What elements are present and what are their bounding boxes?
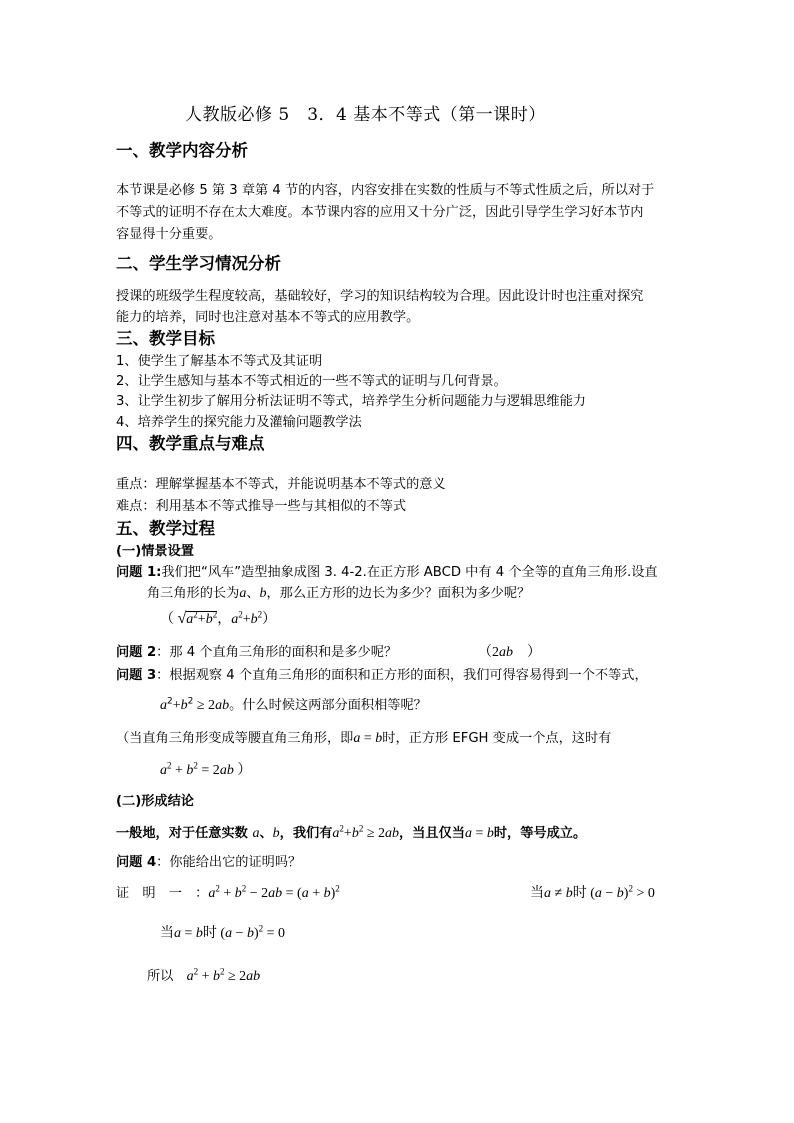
content-analysis-line-1: 本节课是必修 5 第 3 章第 4 节的内容，内容安排在实数的性质与不等式性质之后，所以对于 bbox=[116, 183, 655, 198]
subsection-conclusion: (二)形成结论 bbox=[116, 794, 194, 809]
goal-item: 3、让学生初步了解用分析法证明不等式，培养学生分析问题能力与逻辑思维能力 bbox=[116, 394, 586, 409]
section-heading-goals: 三、教学目标 bbox=[116, 329, 215, 348]
question-3-inequality: $a^2+b^2 \ge 2ab$。什么时候这两部分面积相等呢？ bbox=[160, 696, 427, 713]
question-1-line-1 bbox=[116, 561, 658, 580]
section-heading-student-analysis: 二、学生学习情况分析 bbox=[116, 254, 281, 273]
goal-item: 1、使学生了解基本不等式及其证明 bbox=[116, 354, 323, 369]
proof-line: 证 明 一 ：$a^2 + b^2 - 2ab = (a + b)^2$ bbox=[116, 883, 340, 901]
equality-note: （当直角三角形变成等腰直角三角形，即a = b时，正方形 EFGH 变成一个点，这时有 bbox=[116, 731, 612, 746]
question-4-label: 问题 4 bbox=[116, 855, 157, 870]
proof-when: 当 bbox=[530, 886, 544, 901]
proof-therefore: 所以 bbox=[147, 969, 174, 984]
question-2-answer: （2ab ） bbox=[478, 645, 541, 660]
content-analysis-line-3: 容显得十分重要。 bbox=[116, 227, 222, 242]
student-analysis-line-2: 能力的培养，同时也注意对基本不等式的应用教学。 bbox=[116, 310, 420, 325]
goal-item: 4、培养学生的探究能力及灌输问题教学法 bbox=[116, 415, 362, 430]
question-3-label: 问题 3 bbox=[116, 668, 157, 683]
var-b: b bbox=[259, 586, 267, 601]
question-2 bbox=[116, 641, 397, 660]
document-title: 人教版必修 5 3．4 基本不等式（第一课时） bbox=[185, 105, 546, 125]
question-3-text: ：根据观察 4 个直角三角形的面积和正方形的面积，我们可得容易得到一个不等式， bbox=[156, 668, 648, 683]
section-heading-process: 五、教学过程 bbox=[116, 519, 215, 538]
question-2-label: 问题 2 bbox=[116, 645, 157, 660]
content-analysis-line-2: 不等式的证明不存在太大难度。本节课内容的应用又十分广泛，因此引导学生学习好本节内 bbox=[116, 205, 644, 220]
question-3-follow: 。什么时候这两部分面积相等呢？ bbox=[229, 698, 427, 713]
proof-when-suffix: 时 bbox=[572, 886, 587, 901]
var-a: a bbox=[239, 586, 247, 601]
section-heading-key-points: 四、教学重点与难点 bbox=[116, 434, 265, 453]
equality-formula: $a^2 + b^2 = 2ab$ ） bbox=[160, 760, 252, 778]
question-4-text: ：你能给出它的证明吗？ bbox=[156, 855, 302, 870]
equality-note-mid: 时，正方形 EFGH 变成一个点，这时有 bbox=[382, 731, 612, 746]
question-1-text-pre: 角三角形的长为 bbox=[147, 586, 240, 601]
question-1-label: 问题 1: bbox=[116, 565, 162, 580]
question-4 bbox=[116, 851, 301, 870]
goal-item: 2、让学生感知与基本不等式相近的一些不等式的证明与几何背景。 bbox=[116, 374, 507, 389]
equality-note-pre: （当直角三角形变成等腰直角三角形，即 bbox=[116, 731, 354, 746]
proof-when: 当 bbox=[160, 926, 174, 941]
student-analysis-line-1: 授课的班级学生程度较高，基础较好，学习的知识结构较为合理。因此设计时也注重对探究 bbox=[116, 289, 644, 304]
difficult-point: 难点：利用基本不等式推导一些与其相似的不等式 bbox=[116, 499, 407, 514]
proof-when-suffix: 时 bbox=[202, 926, 217, 941]
conclusion-post: 时，等号成立。 bbox=[493, 826, 587, 841]
question-3 bbox=[116, 664, 648, 683]
proof-conclusion: 所以 $a^2 + b^2 \ge 2ab$ bbox=[147, 966, 261, 984]
question-1-line-2: 角三角形的长为a、b，那么正方形的边长为多少？面积为多少呢？ bbox=[147, 586, 531, 601]
proof-case-equal: 当a = b时 $(a - b)^2 = 0$ bbox=[160, 923, 286, 941]
question-2-text: ：那 4 个直角三角形的面积和是多少呢？ bbox=[156, 645, 398, 660]
question-1-text: 我们把“风车”造型抽象成图 3. 4-2.在正方形 ABCD 中有 4 个全等的直角三角形.设直 bbox=[161, 565, 658, 580]
question-1-answer: （ $√a^2+b^2$，$a^2+b^2$） bbox=[160, 609, 277, 627]
proof-case-unequal: 当a ≠ b时 $(a - b)^2 > 0$ bbox=[530, 883, 655, 901]
conclusion-pre: 一般地，对于任意实数 bbox=[116, 826, 248, 841]
conclusion-statement: 一般地，对于任意实数 a、b，我们有$a^2+b^2 \ge 2ab$，当且仅当a = b时，等号成立。 bbox=[116, 823, 587, 841]
conclusion-mid: ，我们有 bbox=[279, 826, 333, 841]
conclusion-mid2: ，当且仅当 bbox=[399, 826, 465, 841]
question-1-text-post: ，那么正方形的边长为多少？面积为多少呢？ bbox=[266, 586, 531, 601]
key-point: 重点：理解掌握基本不等式，并能说明基本不等式的意义 bbox=[116, 477, 446, 492]
section-heading-content-analysis: 一、教学内容分析 bbox=[116, 141, 248, 160]
proof-label: 证 明 一 ： bbox=[116, 886, 209, 901]
subsection-scenario: (一)情景设置 bbox=[116, 544, 194, 559]
